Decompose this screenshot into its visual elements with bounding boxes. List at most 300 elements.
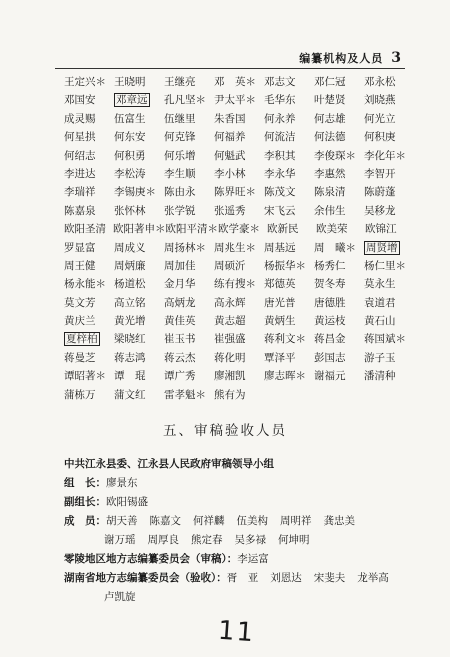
- person-name: 蒋国斌＊: [364, 333, 406, 346]
- member-name: 龙举高: [357, 572, 389, 584]
- name-cell: [164, 239, 214, 257]
- name-row: [64, 275, 414, 293]
- name-cell: [264, 110, 314, 128]
- person-name: 李永华: [264, 167, 296, 180]
- person-name: 谭昭著＊: [64, 370, 106, 383]
- name-cell: [214, 73, 264, 91]
- person-name: 何绍志: [64, 149, 96, 162]
- name-cell: [114, 128, 164, 146]
- name-cell: [113, 220, 166, 238]
- name-row: [64, 128, 414, 146]
- member-name: 何祥麟: [193, 515, 225, 527]
- person-name: 夏梓柏: [66, 333, 98, 346]
- name-cell: [64, 312, 114, 330]
- member-name: 卢凯旋: [104, 591, 136, 603]
- page-header: [299, 50, 402, 66]
- name-row: [64, 349, 414, 367]
- name-cell: [114, 239, 164, 257]
- name-cell: [164, 330, 214, 348]
- person-name: 潘清种: [364, 370, 396, 383]
- person-name: 欧锦江: [365, 223, 397, 236]
- person-name: 吴移龙: [364, 204, 396, 217]
- name-cell: [64, 386, 114, 404]
- person-name: 邓志文: [264, 76, 296, 88]
- name-cell: [314, 91, 364, 109]
- deputy-line: [64, 493, 424, 512]
- person-name: 成灵赐: [64, 112, 96, 125]
- lingling-label: 零陵地区地方志编纂委员会（审稿）：: [64, 553, 238, 565]
- members-line: [64, 512, 424, 531]
- lingling-name: 李运富: [237, 553, 269, 565]
- person-name: 何法德: [314, 131, 346, 144]
- name-cell: [114, 367, 164, 385]
- person-name: 崔玉书: [164, 333, 196, 346]
- person-name: 黄佳英: [164, 315, 196, 328]
- person-name: 何积勇: [114, 149, 146, 162]
- name-cell: [164, 147, 214, 165]
- name-cell: [164, 312, 214, 330]
- name-cell: [64, 165, 114, 183]
- person-name: 叶楚贤: [314, 94, 346, 107]
- person-name: 周贤增: [366, 241, 398, 254]
- name-cell: [114, 386, 164, 404]
- person-name: 杨仁里＊: [364, 259, 406, 272]
- name-cell: [164, 367, 214, 385]
- person-name: 蒲栋万: [64, 388, 96, 401]
- name-cell: [214, 386, 264, 404]
- person-name: 黄庆兰: [64, 315, 96, 328]
- name-cell: [264, 312, 314, 330]
- name-cell: [64, 275, 114, 293]
- person-name: 欧美荣: [316, 223, 348, 236]
- name-cell: [164, 128, 214, 146]
- name-cell: [264, 330, 314, 348]
- person-name: 欧阳平清＊: [165, 223, 218, 236]
- person-name: 张遥秀: [214, 204, 246, 217]
- name-cell: [314, 73, 364, 91]
- name-cell: [364, 257, 414, 275]
- person-name: 周兆生＊: [214, 241, 256, 254]
- name-cell: [214, 147, 264, 165]
- name-cell: [114, 91, 164, 109]
- name-cell: [64, 202, 114, 220]
- name-cell: [64, 257, 114, 275]
- name-cell: [264, 367, 314, 385]
- name-cell: [64, 294, 114, 312]
- person-name: 练有搜＊: [214, 278, 256, 291]
- name-cell: [264, 257, 314, 275]
- name-cell: [164, 165, 214, 183]
- person-name: 高炳龙: [164, 296, 196, 309]
- header-title: 编纂机构及人员: [299, 52, 384, 65]
- name-cell: [214, 312, 264, 330]
- person-name: 宋飞云: [264, 204, 296, 217]
- name-cell: [264, 386, 314, 404]
- person-name: 何克锋: [164, 131, 196, 144]
- name-row: [64, 330, 414, 348]
- name-row: [64, 220, 414, 238]
- hunan-row-1: [227, 572, 401, 584]
- header-rule: [55, 68, 405, 69]
- person-name: 周炳廉: [114, 259, 146, 272]
- person-name: 刘晓燕: [364, 94, 396, 107]
- name-cell: [164, 110, 214, 128]
- person-name: 陈茂文: [264, 186, 296, 199]
- person-name: 陈蔚蓬: [364, 186, 396, 199]
- person-name: 李小林: [214, 167, 246, 180]
- name-cell: [364, 349, 414, 367]
- person-name: 欧阳圣清: [64, 223, 106, 236]
- name-cell: [314, 165, 364, 183]
- deputy-name: 欧阳锡盛: [106, 496, 148, 508]
- person-name: 何志雄: [314, 112, 346, 125]
- name-row: [64, 202, 414, 220]
- name-cell: [114, 294, 164, 312]
- person-name: 伍富生: [114, 112, 146, 125]
- name-cell: [264, 183, 314, 201]
- hunan-line: [64, 569, 424, 588]
- person-name: 欧阳著申＊: [113, 223, 166, 236]
- name-cell: [64, 330, 114, 348]
- person-name: 黄光增: [114, 315, 146, 328]
- name-cell: [214, 202, 264, 220]
- name-cell: [314, 257, 364, 275]
- person-name: 游子玉: [364, 351, 396, 364]
- person-name: 陈嘉泉: [64, 204, 96, 217]
- name-cell: [64, 183, 114, 201]
- person-name: 廖湘凯: [214, 370, 246, 383]
- person-name: 蒋志鸿: [114, 351, 146, 364]
- name-cell: [164, 294, 214, 312]
- name-cell: [314, 349, 364, 367]
- name-cell: [264, 349, 314, 367]
- person-name: 黄运枝: [314, 315, 346, 328]
- name-cell: [214, 128, 264, 146]
- person-name: 罗显富: [64, 241, 96, 254]
- member-name: 陈嘉文: [149, 515, 181, 527]
- person-name: 何星拱: [64, 131, 96, 144]
- person-name: 陈泉清: [314, 186, 346, 199]
- person-name: 李积其: [264, 149, 296, 162]
- name-cell: [264, 91, 314, 109]
- name-cell: [264, 165, 314, 183]
- name-cell: [164, 73, 214, 91]
- member-name: 吴多禄: [234, 534, 266, 546]
- person-name: 伍继里: [164, 112, 196, 125]
- name-cell: [164, 202, 214, 220]
- person-name: 郑德英: [264, 278, 296, 291]
- name-cell: [314, 367, 364, 385]
- name-cell: [64, 73, 114, 91]
- person-name: 何流洁: [264, 131, 296, 144]
- person-name: 李锡庚＊: [114, 186, 156, 199]
- name-cell: [314, 147, 364, 165]
- name-row: [64, 165, 414, 183]
- person-name: 何福养: [214, 131, 246, 144]
- person-name: 李智开: [364, 167, 396, 180]
- member-name: 谢万瑶: [104, 534, 136, 546]
- person-name: 蒋昌金: [314, 333, 346, 346]
- name-cell: [264, 294, 314, 312]
- member-name: 宋斐夫: [313, 572, 346, 584]
- name-cell: [64, 110, 114, 128]
- person-name: 李瑞祥: [64, 186, 96, 199]
- name-cell: [264, 275, 314, 293]
- person-name: 贺冬寿: [314, 278, 346, 291]
- person-name: 余伟生: [314, 204, 346, 217]
- person-name: 熊有为: [214, 388, 246, 401]
- name-cell: [114, 349, 164, 367]
- name-cell: [164, 349, 214, 367]
- person-name: 周 曦＊: [314, 241, 356, 254]
- name-cell: [214, 367, 264, 385]
- group-title: 中共江永县委、江永县人民政府审稿领导小组: [64, 458, 274, 470]
- person-name: 谭 琨: [114, 370, 146, 383]
- members-label: 成 员：: [64, 515, 106, 527]
- name-cell: [364, 202, 414, 220]
- person-name: 杨振华＊: [264, 259, 306, 272]
- name-cell: [114, 183, 164, 201]
- name-list: [64, 73, 414, 404]
- name-cell: [114, 330, 164, 348]
- name-cell: [214, 183, 264, 201]
- person-name: 黄炳生: [264, 315, 296, 328]
- name-cell: [214, 110, 264, 128]
- name-cell: [164, 257, 214, 275]
- name-row: [64, 183, 414, 201]
- handwritten-number: 11: [216, 615, 257, 649]
- name-cell: [164, 275, 214, 293]
- person-name: 何积庚: [364, 131, 396, 144]
- name-cell: [364, 275, 414, 293]
- person-name: 张学锐: [164, 204, 196, 217]
- name-cell: [214, 257, 264, 275]
- person-name: 莫文芳: [64, 296, 96, 309]
- name-cell: [214, 239, 264, 257]
- person-name: 尹太平＊: [214, 94, 256, 107]
- person-name: 袁道君: [364, 296, 396, 309]
- person-name: 孔凡坚＊: [164, 94, 206, 107]
- person-name: 周基远: [264, 241, 296, 254]
- name-cell: [364, 73, 414, 91]
- name-cell: [314, 183, 364, 201]
- name-cell: [64, 220, 113, 238]
- person-name: 梁晓红: [114, 333, 146, 346]
- name-cell: [114, 110, 164, 128]
- name-cell: [267, 220, 316, 238]
- name-cell: [364, 110, 414, 128]
- person-name: 陈界旺＊: [214, 186, 256, 199]
- person-name: 黄志超: [214, 315, 246, 328]
- person-name: 高立铭: [114, 296, 146, 309]
- name-cell: [264, 73, 314, 91]
- name-cell: [114, 165, 164, 183]
- person-name: 何光立: [364, 112, 396, 125]
- name-row: [64, 294, 414, 312]
- name-row: [64, 257, 414, 275]
- person-name: 蒋利文＊: [264, 333, 306, 346]
- name-cell: [264, 202, 314, 220]
- name-cell: [114, 73, 164, 91]
- person-name: 周王健: [64, 259, 96, 272]
- person-name: 杨道松: [114, 278, 146, 291]
- leader-line: [64, 474, 424, 493]
- name-cell: [264, 147, 314, 165]
- name-cell: [214, 330, 264, 348]
- person-name: 何魁武: [214, 149, 246, 162]
- person-name: 李进达: [64, 167, 96, 180]
- name-cell: [314, 128, 364, 146]
- name-cell: [214, 91, 264, 109]
- name-cell: [364, 183, 414, 201]
- name-cell: [218, 220, 267, 238]
- person-name: 邓仁冠: [314, 76, 346, 88]
- person-name: 欧新民: [267, 223, 299, 236]
- name-cell: [364, 386, 414, 404]
- person-name: 朱香国: [214, 112, 246, 125]
- person-name: 欧学豪＊: [218, 223, 260, 236]
- person-name: 陈由永: [164, 186, 196, 199]
- person-name: 谢福元: [314, 370, 346, 383]
- name-cell: [114, 312, 164, 330]
- name-cell: [64, 128, 114, 146]
- page-number: 3: [391, 50, 402, 66]
- members-row-2: [64, 531, 424, 550]
- person-name: 覃泽平: [264, 351, 296, 364]
- name-cell: [114, 202, 164, 220]
- person-name: 李松涛: [114, 167, 146, 180]
- member-name: 胡天善: [106, 515, 138, 527]
- name-cell: [314, 330, 364, 348]
- name-cell: [64, 349, 114, 367]
- member-name: 熊定春: [191, 534, 223, 546]
- member-name: 刘恩达: [270, 572, 302, 584]
- name-cell: [64, 91, 114, 109]
- deputy-label: 副组长：: [64, 496, 106, 508]
- person-name: 崔强盛: [214, 333, 246, 346]
- leader-label: 组 长：: [64, 477, 106, 489]
- person-name: 邓章远: [116, 94, 148, 107]
- name-cell: [164, 386, 214, 404]
- name-cell: [364, 312, 414, 330]
- member-name: 周明祥: [280, 515, 312, 527]
- person-name: 蒲文红: [114, 388, 146, 401]
- name-row: [64, 386, 414, 404]
- person-name: 黄石山: [364, 315, 396, 328]
- person-name: 何乐增: [164, 149, 196, 162]
- name-row: [64, 239, 414, 257]
- person-name: 周加佳: [164, 259, 196, 272]
- name-cell: [64, 147, 114, 165]
- person-name: 周扬林＊: [164, 241, 206, 254]
- person-name: 周硕沂: [214, 259, 246, 272]
- person-name: 唐德胜: [314, 296, 346, 309]
- name-cell: [314, 110, 364, 128]
- lingling-line: [64, 550, 424, 569]
- committee-block: [64, 455, 424, 607]
- person-name: 蒋云杰: [164, 351, 196, 364]
- person-name: 金月华: [164, 278, 196, 291]
- leader-name: 廖景东: [106, 477, 138, 489]
- person-name: 何东安: [114, 131, 146, 144]
- person-name: 谭广秀: [164, 370, 196, 383]
- member-name: 周厚良: [147, 534, 179, 546]
- name-cell: [314, 386, 364, 404]
- name-cell: [214, 275, 264, 293]
- person-name: 蒋化明: [214, 351, 246, 364]
- person-name: 杨永能＊: [64, 278, 106, 291]
- name-row: [64, 147, 414, 165]
- person-name: 莫永生: [364, 278, 396, 291]
- person-name: 邓永松: [364, 76, 396, 88]
- name-cell: [364, 91, 414, 109]
- name-cell: [114, 147, 164, 165]
- name-cell: [364, 330, 414, 348]
- member-name: 龚忠美: [323, 515, 355, 527]
- person-name: 杨秀仁: [314, 259, 346, 272]
- hunan-label: 湖南省地方志编纂委员会（验收）：: [64, 572, 227, 584]
- person-name: 高永辉: [214, 296, 246, 309]
- name-row: [64, 312, 414, 330]
- name-cell: [264, 128, 314, 146]
- person-name: 李惠然: [314, 167, 346, 180]
- name-cell: [364, 367, 414, 385]
- member-name: 何坤明: [278, 534, 310, 546]
- person-name: 周成义: [114, 241, 146, 254]
- person-name: 张怀林: [114, 204, 146, 217]
- person-name: 王继亮: [164, 76, 196, 88]
- name-cell: [314, 202, 364, 220]
- name-cell: [364, 294, 414, 312]
- person-name: 李俊琛＊: [314, 149, 356, 162]
- person-name: 邓 英＊: [214, 76, 256, 88]
- name-row: [64, 110, 414, 128]
- name-cell: [264, 239, 314, 257]
- member-name: 伍美构: [236, 515, 268, 527]
- name-cell: [164, 183, 214, 201]
- name-cell: [364, 239, 414, 257]
- person-name: 王定兴＊: [64, 76, 106, 88]
- name-row: [64, 73, 414, 91]
- member-name: 胥 亚: [226, 572, 259, 584]
- name-cell: [114, 257, 164, 275]
- name-row: [64, 367, 414, 385]
- person-name: 毛华东: [264, 94, 296, 107]
- name-cell: [314, 275, 364, 293]
- name-cell: [364, 147, 414, 165]
- hunan-row-2: [64, 588, 424, 607]
- name-cell: [314, 239, 364, 257]
- name-cell: [164, 91, 214, 109]
- name-row: [64, 91, 414, 109]
- person-name: 李化年＊: [364, 149, 406, 162]
- name-cell: [64, 367, 114, 385]
- name-cell: [364, 128, 414, 146]
- section-title: 五、审稿验收人员: [163, 423, 287, 439]
- person-name: 邓国安: [64, 94, 96, 107]
- members-row-1: [106, 515, 367, 527]
- name-cell: [314, 294, 364, 312]
- name-cell: [114, 275, 164, 293]
- person-name: 王晓明: [114, 76, 146, 88]
- name-cell: [64, 239, 114, 257]
- person-name: 廖志晖＊: [264, 370, 306, 383]
- name-cell: [364, 165, 414, 183]
- person-name: 蒋曼芝: [64, 351, 96, 364]
- name-cell: [365, 220, 414, 238]
- person-name: 雷孝魁＊: [164, 388, 206, 401]
- name-cell: [166, 220, 219, 238]
